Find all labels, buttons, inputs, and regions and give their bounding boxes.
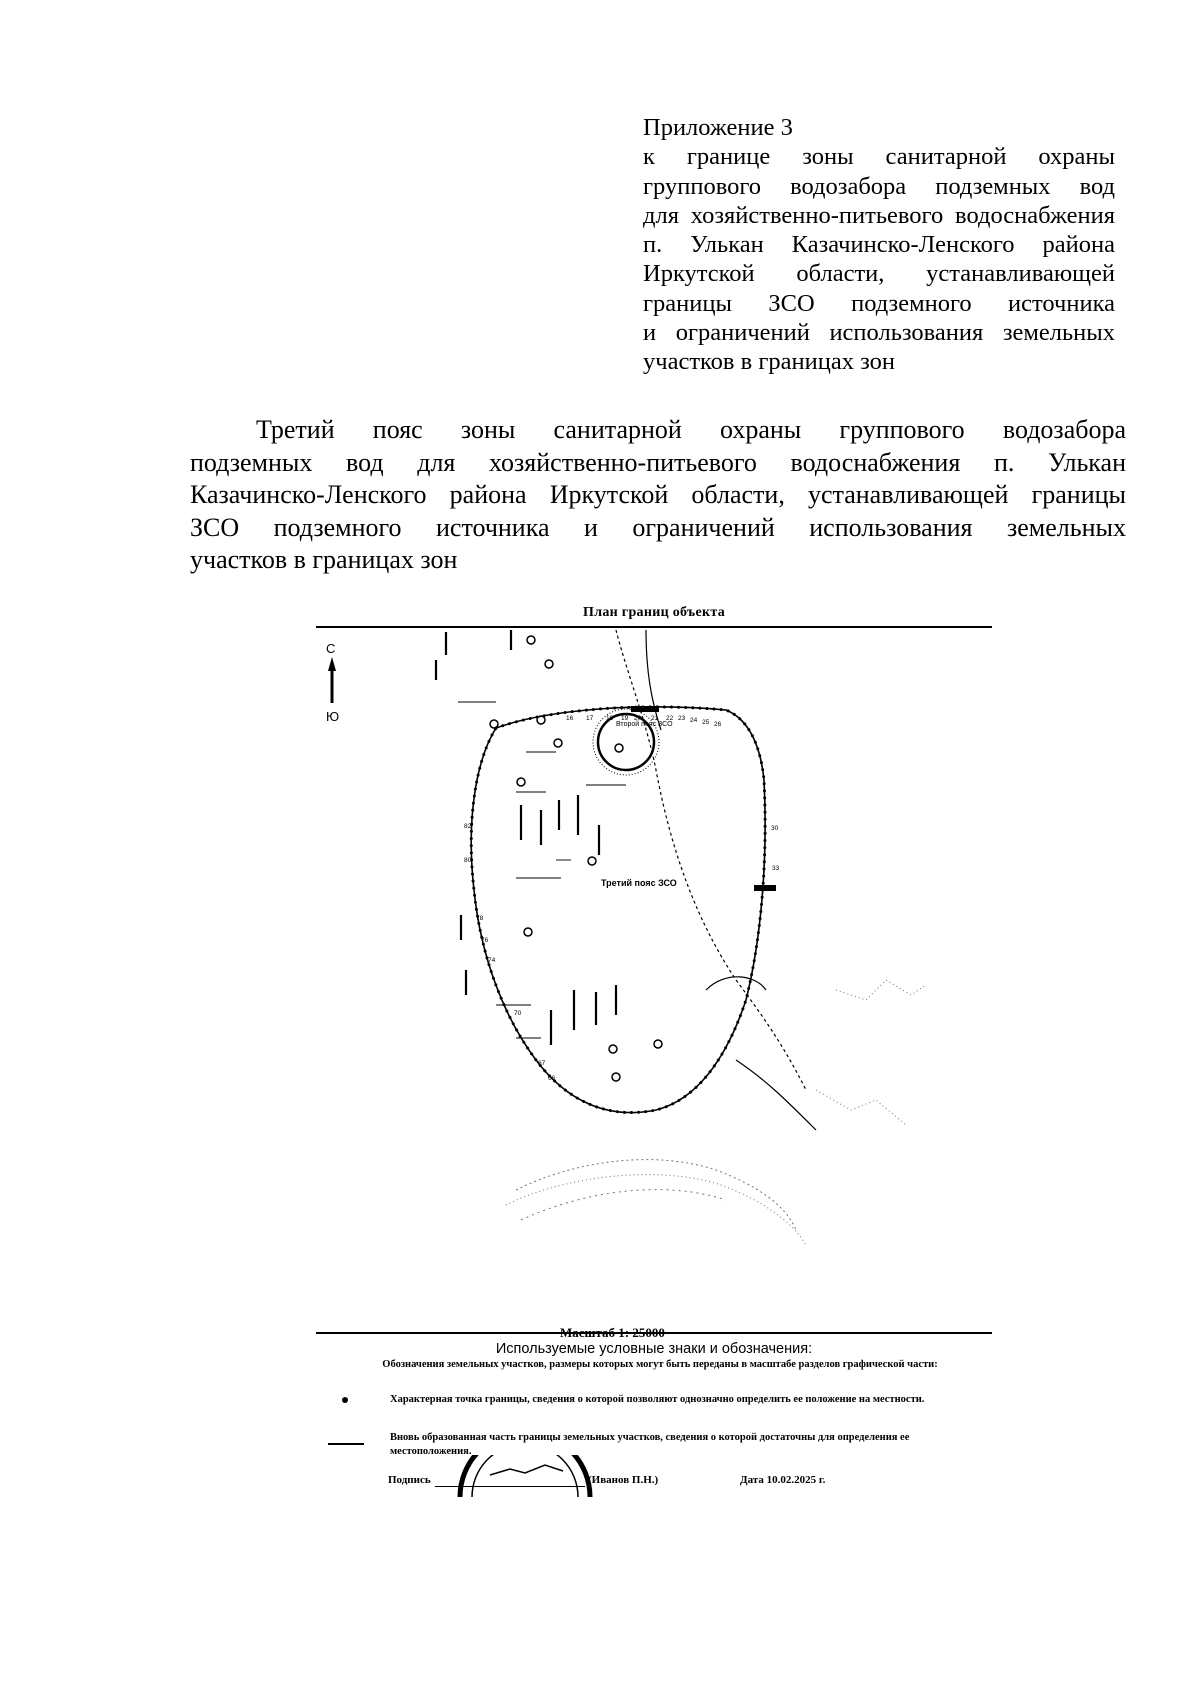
- svg-text:19: 19: [621, 715, 629, 722]
- svg-text:24: 24: [690, 717, 698, 724]
- svg-text:74: 74: [488, 957, 496, 964]
- stamp-icon: [450, 1455, 600, 1497]
- appendix-line: к границе зоны санитарной охраны: [643, 143, 1115, 171]
- signer-name: (Иванов П.Н.): [588, 1474, 659, 1486]
- signature-label: Подпись: [388, 1474, 431, 1486]
- svg-text:20: 20: [634, 715, 642, 722]
- paragraph-line: подземных вод для хозяйственно-питьевого водоснабжения п. Улькан: [190, 447, 1126, 477]
- svg-text:76: 76: [481, 937, 489, 944]
- legend-subtitle: Обозначения земельных участков, размеры которых могут быть переданы в масштабе разделов графической части:: [382, 1359, 938, 1370]
- paragraph-line: ЗСО подземного источника и ограничений использования земельных: [190, 512, 1126, 542]
- legend-point-text: Характерная точка границы, сведения о которой позволяют однозначно определить ее положение на местности.: [390, 1394, 925, 1405]
- appendix-line: Приложение 3: [643, 114, 793, 141]
- appendix-line: участков в границах зон: [643, 348, 895, 376]
- svg-text:23: 23: [678, 715, 686, 722]
- paragraph-line: Казачинско-Ленского района Иркутской области, устанавливающей границы: [190, 480, 1126, 509]
- street-ticks: [436, 630, 616, 1045]
- plan-title: План границ объекта: [583, 605, 725, 620]
- legend-line-text: Вновь образованная часть границы земельных участков, сведения о которой достаточны для определения ее местоположения.: [390, 1432, 910, 1457]
- terrain-texture: [506, 980, 926, 1245]
- third-zone-label: Третий пояс ЗСО: [601, 878, 677, 888]
- appendix-line: границы ЗСО подземного источника: [643, 289, 1115, 317]
- svg-text:26: 26: [714, 721, 722, 728]
- paragraph-line: Третий пояс зоны санитарной охраны группового водозабора: [256, 415, 1126, 444]
- svg-text:78: 78: [476, 915, 484, 922]
- boundary-segment: [754, 885, 776, 891]
- svg-text:70: 70: [514, 1010, 522, 1017]
- north-label: С: [326, 641, 336, 656]
- svg-text:80: 80: [464, 857, 472, 864]
- svg-text:16: 16: [566, 715, 574, 722]
- svg-text:67: 67: [538, 1060, 546, 1067]
- svg-text:17: 17: [586, 715, 594, 722]
- boundary-map: [316, 630, 992, 1320]
- svg-text:33: 33: [772, 865, 780, 872]
- signature-date: Дата 10.02.2025 г.: [740, 1474, 826, 1486]
- plan-top-rule: [316, 626, 992, 628]
- boundary-line-icon: [328, 1443, 364, 1445]
- boundary-segment: [631, 706, 659, 712]
- svg-text:22: 22: [666, 715, 674, 722]
- boundary-point-icon: [342, 1397, 348, 1403]
- legend-title: Используемые условные знаки и обозначения:: [495, 1341, 813, 1357]
- paragraph-line: участков в границах зон: [190, 545, 458, 574]
- svg-text:30: 30: [771, 825, 779, 832]
- svg-text:18: 18: [606, 715, 614, 722]
- svg-text:66: 66: [548, 1075, 556, 1082]
- appendix-line: группового водозабора подземных вод: [643, 172, 1115, 200]
- south-label: Ю: [326, 709, 340, 724]
- svg-text:82: 82: [464, 823, 472, 830]
- scale-label: Масштаб 1: 25000: [560, 1325, 665, 1340]
- appendix-line: п. Улькан Казачинско-Ленского района: [643, 231, 1115, 259]
- appendix-line: Иркутской области, устанавливающей: [643, 260, 1115, 288]
- appendix-header: [643, 113, 1115, 377]
- main-paragraph: [190, 414, 1126, 577]
- svg-text:25: 25: [702, 719, 710, 726]
- svg-text:21: 21: [651, 715, 659, 722]
- appendix-line: для хозяйственно-питьевого водоснабжения: [643, 201, 1115, 229]
- appendix-line: и ограничений использования земельных: [643, 319, 1115, 347]
- second-zone-label: Второй пояс ЗСО: [616, 721, 673, 728]
